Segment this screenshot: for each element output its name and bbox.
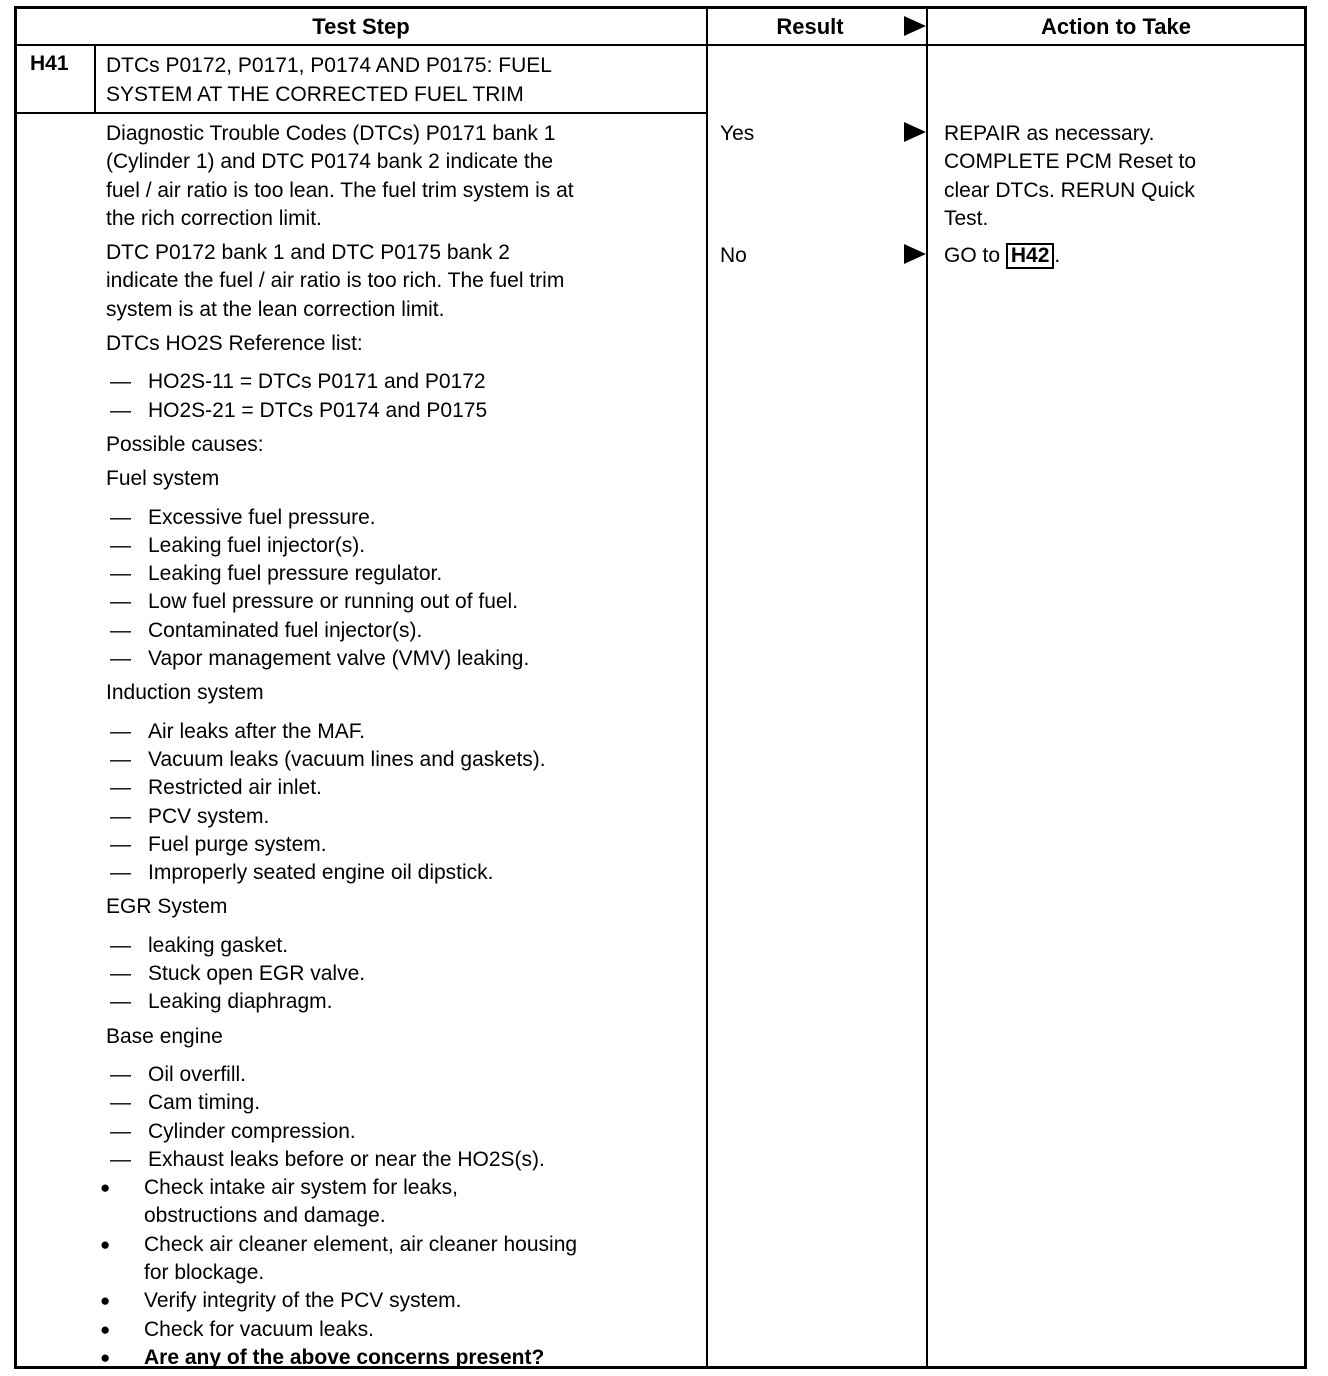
bullet-item bbox=[106, 1287, 577, 1315]
bullet-item bbox=[106, 1174, 577, 1231]
header-arrow-icon bbox=[904, 16, 926, 36]
question-item bbox=[106, 1344, 577, 1372]
result-no: No bbox=[720, 244, 747, 267]
intro2-paragraph bbox=[106, 239, 577, 324]
column-divider-action bbox=[926, 6, 928, 1369]
text-line: ● Check intake air system for leaks, bbox=[144, 1176, 458, 1200]
step-id-divider bbox=[94, 44, 96, 112]
list-item: — Exhaust leaks before or near the HO2S(s). bbox=[106, 1146, 577, 1174]
list-item: — Restricted air inlet. bbox=[106, 774, 577, 802]
list-item: — leaking gasket. bbox=[106, 932, 577, 960]
list-item: — Leaking fuel injector(s). bbox=[106, 532, 577, 560]
text-line: Diagnostic Trouble Codes (DTCs) P0171 bank 1 bbox=[106, 122, 556, 145]
list-item: — Cam timing. bbox=[106, 1089, 577, 1117]
bullet-list bbox=[106, 1174, 577, 1372]
induction-heading: Induction system bbox=[106, 681, 264, 705]
list-item: — Low fuel pressure or running out of fuel. bbox=[106, 588, 577, 616]
list-item: — Oil overfill. bbox=[106, 1061, 577, 1089]
fuel-heading: Fuel system bbox=[106, 467, 220, 491]
header-action: Action to Take bbox=[1041, 14, 1191, 39]
text-line: ● Verify integrity of the PCV system. bbox=[144, 1289, 462, 1313]
text-line: fuel / air ratio is too lean. The fuel trim system is at bbox=[106, 178, 574, 202]
header-test-step: Test Step bbox=[312, 14, 410, 39]
list-item: — Air leaks after the MAF. bbox=[106, 718, 577, 746]
ref-heading: DTCs HO2S Reference list: bbox=[106, 332, 363, 356]
text-line: REPAIR as necessary. bbox=[944, 122, 1155, 145]
step-id: H41 bbox=[30, 52, 69, 75]
fuel-list bbox=[106, 504, 577, 674]
table-border-top bbox=[14, 6, 1307, 9]
text-line: (Cylinder 1) and DTC P0174 bank 2 indicate the bbox=[106, 150, 554, 174]
induction-list bbox=[106, 718, 577, 888]
text-line: obstructions and damage. bbox=[144, 1204, 386, 1228]
bullet-item bbox=[106, 1316, 577, 1344]
list-item: — PCV system. bbox=[106, 803, 577, 831]
list-item: — Vapor management valve (VMV) leaking. bbox=[106, 645, 577, 673]
step-title-divider bbox=[14, 112, 708, 114]
table-border-right bbox=[1304, 6, 1307, 1369]
header-result: Result bbox=[776, 14, 844, 39]
result-no-arrow-icon bbox=[904, 244, 926, 264]
list-item: — Leaking fuel pressure regulator. bbox=[106, 560, 577, 588]
list-item: — Vacuum leaks (vacuum lines and gaskets). bbox=[106, 746, 577, 774]
bullet-item bbox=[106, 1231, 577, 1288]
result-yes: Yes bbox=[720, 122, 755, 145]
list-item: — Stuck open EGR valve. bbox=[106, 960, 577, 988]
text-line: system is at the lean correction limit. bbox=[106, 297, 445, 321]
action-no bbox=[944, 242, 1060, 270]
list-item: — Fuel purge system. bbox=[106, 831, 577, 859]
list-item: — Cylinder compression. bbox=[106, 1118, 577, 1146]
possible-causes-heading: Possible causes: bbox=[106, 432, 264, 456]
egr-list bbox=[106, 932, 577, 1017]
list-item: — HO2S-21 = DTCs P0174 and P0175 bbox=[106, 397, 577, 425]
egr-heading: EGR System bbox=[106, 895, 228, 919]
text-line: Test. bbox=[944, 206, 989, 230]
text-line: indicate the fuel / air ratio is too rich. The fuel trim bbox=[106, 269, 565, 293]
table-border-left bbox=[14, 6, 17, 1369]
text-line: ● Check air cleaner element, air cleaner housing bbox=[144, 1232, 578, 1256]
question-text: ● Are any of the above concerns present? bbox=[144, 1345, 545, 1369]
base-list bbox=[106, 1061, 577, 1174]
text-line: the rich correction limit. bbox=[106, 206, 322, 230]
text-line: DTC P0172 bank 1 and DTC P0175 bank 2 bbox=[106, 241, 510, 265]
header-divider bbox=[14, 44, 1307, 46]
text-line: ● Check for vacuum leaks. bbox=[144, 1317, 374, 1341]
ref-list bbox=[106, 368, 577, 425]
step-body bbox=[106, 120, 577, 1372]
list-item: — Excessive fuel pressure. bbox=[106, 504, 577, 532]
step-title bbox=[106, 52, 552, 109]
text-line: for blockage. bbox=[144, 1260, 265, 1284]
list-item: — Contaminated fuel injector(s). bbox=[106, 617, 577, 645]
base-heading: Base engine bbox=[106, 1024, 223, 1048]
action-yes bbox=[944, 120, 1196, 233]
action-no-prefix: GO to bbox=[944, 244, 1006, 267]
action-no-suffix: . bbox=[1054, 244, 1061, 267]
text-line: COMPLETE PCM Reset to bbox=[944, 150, 1197, 174]
list-item: — HO2S-11 = DTCs P0171 and P0172 bbox=[106, 368, 577, 396]
intro-paragraph bbox=[106, 120, 577, 233]
step-title-line: DTCs P0172, P0171, P0174 AND P0175: FUEL bbox=[106, 54, 552, 77]
step-ref-link[interactable]: H42 bbox=[1006, 243, 1055, 269]
text-line: clear DTCs. RERUN Quick bbox=[944, 178, 1195, 202]
column-divider-result bbox=[706, 6, 708, 1369]
list-item: — Leaking diaphragm. bbox=[106, 988, 577, 1016]
list-item: — Improperly seated engine oil dipstick. bbox=[106, 859, 577, 887]
step-title-line: SYSTEM AT THE CORRECTED FUEL TRIM bbox=[106, 82, 524, 106]
result-yes-arrow-icon bbox=[904, 122, 926, 142]
